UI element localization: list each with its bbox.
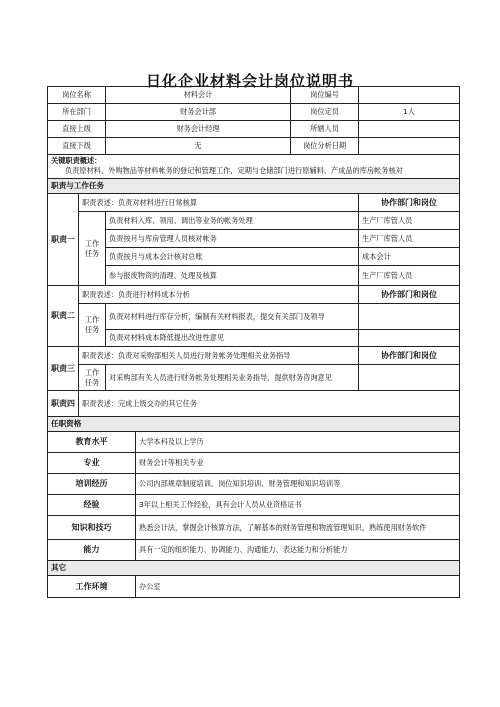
education-label: 教育水平 — [48, 432, 136, 453]
major-value: 财务会计等相关专业 — [136, 453, 460, 474]
superior-value: 财务会计经理 — [106, 121, 291, 138]
other-row — [48, 576, 460, 598]
ability-value: 具有一定的组织能力、协调能力、沟通能力、表达能力和分析能力 — [136, 540, 460, 561]
duty-1-task-4-collab: 生产厂库管人员 — [359, 266, 460, 286]
duty-2-task-1: 负责对材料进行库存分析，编制有关材料报表，提交有关部门及领导 — [106, 304, 359, 330]
overview-row — [48, 155, 460, 179]
duty-4-label: 职责四 — [48, 391, 79, 417]
duty-1-tasks-label: 工作任务 — [79, 212, 106, 286]
work-environment-value: 办公室 — [136, 576, 460, 598]
other-section-header — [48, 561, 460, 576]
headcount-value: 1人 — [359, 104, 460, 121]
analysis-date-value — [359, 138, 460, 155]
duty-3-tasks-label: 工作任务 — [79, 365, 106, 391]
duty-2-task-row — [48, 304, 460, 330]
info-row-department — [48, 104, 460, 121]
qualification-row — [48, 453, 460, 474]
other-header: 其它 — [48, 561, 460, 576]
info-row-superior — [48, 121, 460, 138]
duty-1-task-3: 负责按月与成本会计核对总账 — [106, 248, 359, 266]
qualification-row — [48, 474, 460, 495]
post-name-value: 材料会计 — [106, 87, 291, 104]
duty-1-task-1: 负责材料入库、领用、调出等业务的帐务处理 — [106, 212, 359, 230]
ability-label: 能力 — [48, 540, 136, 561]
duty-4-desc: 职责表述：完成上级交办的其它任务 — [79, 391, 460, 417]
duty-1-task-row — [48, 248, 460, 266]
duty-3-task-1-collab — [359, 365, 460, 391]
duty-2-task-1-collab — [359, 304, 460, 330]
superior-label: 直接上级 — [48, 121, 106, 138]
qualification-row — [48, 432, 460, 453]
analysis-date-label: 岗位分析日期 — [291, 138, 359, 155]
info-row-direct-reports — [48, 138, 460, 155]
job-description-table — [47, 86, 460, 598]
duty-2-task-2-collab — [359, 330, 460, 347]
duty-4-row — [48, 391, 460, 417]
department-value: 财务会计部 — [106, 104, 291, 121]
duties-section-header — [48, 179, 460, 194]
duty-1-task-row — [48, 212, 460, 230]
headcount-label: 岗位定员 — [291, 104, 359, 121]
duty-3-desc: 职责表述：负责对采购部相关人员进行财务帐务处理相关业务指导 — [79, 347, 359, 365]
duty-2-task-row — [48, 330, 460, 347]
duty-3-task-row — [48, 365, 460, 391]
experience-value: 3年以上相关工作经验，具有会计人员从业资格证书 — [136, 495, 460, 516]
experience-label: 经验 — [48, 495, 136, 516]
duty-1-task-3-collab: 成本会计 — [359, 248, 460, 266]
duty-1-collab-header: 协作部门和岗位 — [359, 194, 460, 212]
qualifications-header: 任职资格 — [48, 417, 460, 432]
duty-1-task-2-collab: 生产厂库管人员 — [359, 230, 460, 248]
major-label: 专业 — [48, 453, 136, 474]
page-title: 日化企业材料会计岗位说明书 — [145, 72, 354, 90]
subordinates-label: 所辖人员 — [291, 121, 359, 138]
duty-3-label: 职责三 — [48, 347, 79, 391]
info-row-post-name — [48, 87, 460, 104]
duty-2-tasks-label: 工作任务 — [79, 304, 106, 347]
qualification-row — [48, 540, 460, 561]
work-environment-label: 工作环境 — [48, 576, 136, 598]
training-label: 培训经历 — [48, 474, 136, 495]
duty-2-task-2: 负责对材料成本降低提出改进性意见 — [106, 330, 359, 347]
duty-1-label: 职责一 — [48, 194, 79, 286]
post-number-value — [359, 87, 460, 104]
duty-1-task-2: 负责按月与库房管理人员核对帐务 — [106, 230, 359, 248]
qualification-row — [48, 516, 460, 540]
duty-1-desc-row — [48, 194, 460, 212]
duties-header: 职责与工作任务 — [48, 179, 460, 194]
training-value: 公司内部规章制度培训、岗位知识培训、财务管理和知识培训等 — [136, 474, 460, 495]
education-value: 大学本科及以上学历 — [136, 432, 460, 453]
post-number-label: 岗位编号 — [291, 87, 359, 104]
duty-2-label: 职责二 — [48, 286, 79, 347]
post-name-label: 岗位名称 — [48, 87, 106, 104]
duty-3-desc-row — [48, 347, 460, 365]
duty-1-task-4: 参与报废物资的清理、处理及核算 — [106, 266, 359, 286]
duty-1-task-1-collab: 生产厂库管人员 — [359, 212, 460, 230]
skills-label: 知识和技巧 — [48, 516, 136, 540]
overview-text: 负责原材料、外购物品等材料帐务的登记和管理工作，定期与仓储部门进行原辅料、产成品的库房帐务核对 — [65, 166, 403, 175]
subordinates-value — [359, 121, 460, 138]
duty-3-collab-header: 协作部门和岗位 — [359, 347, 460, 365]
department-label: 所在部门 — [48, 104, 106, 121]
overview-label: 关键职责概述： — [51, 156, 102, 165]
duty-1-task-row — [48, 266, 460, 286]
duty-1-desc: 职责表述：负责对材料进行日常核算 — [79, 194, 359, 212]
direct-reports-label: 直接下级 — [48, 138, 106, 155]
duty-2-collab-header: 协作部门和岗位 — [359, 286, 460, 304]
direct-reports-value: 无 — [106, 138, 291, 155]
duty-2-desc: 职责表述：负责进行材料成本分析 — [79, 286, 359, 304]
qualifications-section-header — [48, 417, 460, 432]
duty-2-desc-row — [48, 286, 460, 304]
qualification-row — [48, 495, 460, 516]
duty-1-task-row — [48, 230, 460, 248]
duty-3-task-1: 对采购部有关人员进行财务帐务处理相关业务指导，提供财务咨询意见 — [106, 365, 359, 391]
skills-value: 熟悉会计法，掌握会计核算方法，了解基本的财务管理和物流管理知识，熟练使用财务软件 — [136, 516, 460, 540]
